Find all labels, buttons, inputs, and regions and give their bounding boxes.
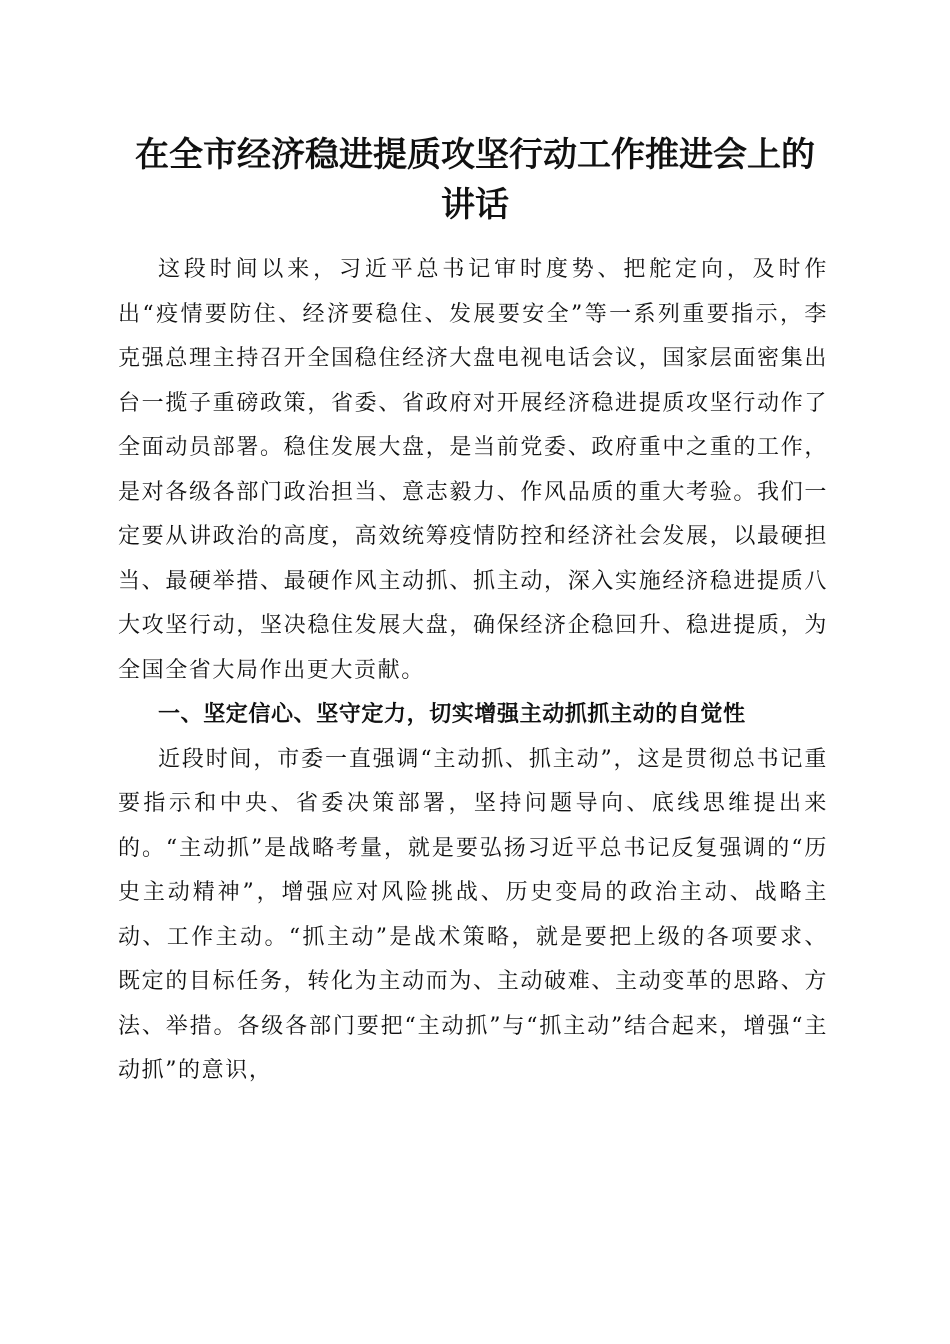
document-body [118,248,828,1094]
section-heading-1: 一、坚定信心、坚守定力，切实增强主动抓抓主动的自觉性 [158,702,746,727]
body-paragraph-2: 近段时间，市委一直强调“主动抓、抓主动”，这是贯彻总书记重要指示和中央、省委决策部署，坚持问题导向、底线思维提出来的。“主动抓”是战略考量，就是要弘扬习近平总书记反复强调的“历史主动精神”，增强应对风险挑战、历史变局的政治主动、战略主动、工作主动。“抓主动”是战术策略，就是要把上级的各项要求、既定的目标任务，转化为主动而为、主动破难、主动变革的思路、方法、举措。各级各部门要把“主动抓”与“抓主动”结合起来，增强“主动抓”的意识， [118,746,828,1083]
title-line-1: 在全市经济稳进提质攻坚行动工作推进会上的 [135,135,815,175]
body-paragraph-1: 这段时间以来，习近平总书记审时度势、把舵定向，及时作出“疫情要防住、经济要稳住、发展要安全”等一系列重要指示，李克强总理主持召开全国稳住经济大盘电视电话会议，国家层面密集出台一揽子重磅政策，省委、省政府对开展经济稳进提质攻坚行动作了全面动员部署。稳住发展大盘，是当前党委、政府重中之重的工作，是对各级各部门政治担当、意志毅力、作风品质的重大考验。我们一定要从讲政治的高度，高效统筹疫情防控和经济社会发展，以最硬担当、最硬举措、最硬作风主动抓、抓主动，深入实施经济稳进提质八大攻坚行动，坚决稳住发展大盘，确保经济企稳回升、稳进提质，为全国全省大局作出更大贡献。 [118,257,828,683]
title-line-2: 讲话 [441,185,509,225]
document-title [100,130,850,230]
